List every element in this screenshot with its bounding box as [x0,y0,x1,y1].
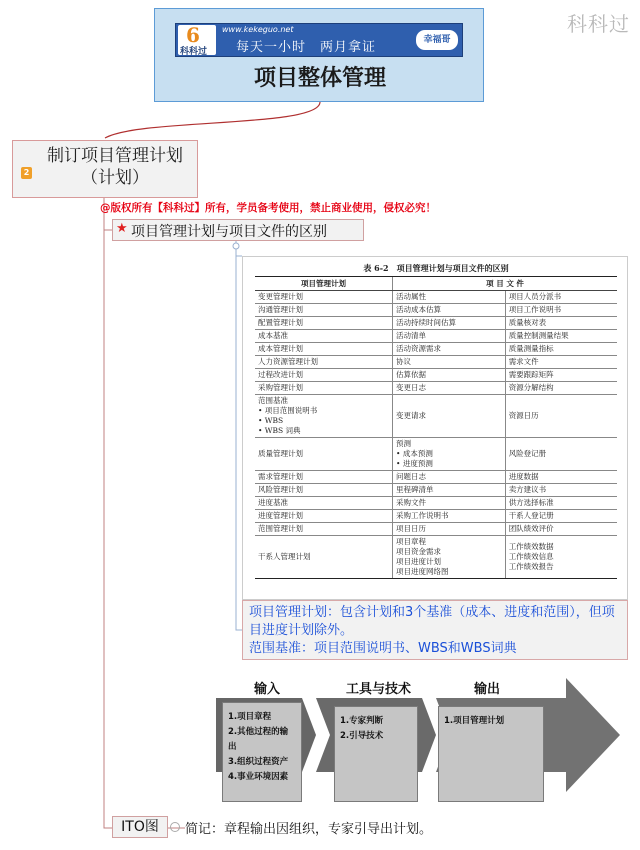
table-cell: 项目工作说明书 [505,304,617,317]
table-cell: 进度数据 [505,471,617,484]
table-row [255,536,617,579]
root-node[interactable] [154,8,484,102]
table-cell: 项目章程 项目资金需求 项目进度计划 项目进度网络图 [393,536,506,579]
table-row [255,369,617,382]
table-cell: 风险登记册 [505,438,617,471]
table-row [255,317,617,330]
banner-site: www.kekeguo.net [222,25,294,34]
table-cell: 协议 [393,356,506,369]
banner [175,23,463,57]
tools-box [334,706,418,802]
table-cell: 问题日志 [393,471,506,484]
table-row [255,395,617,438]
table-cell: 活动成本估算 [393,304,506,317]
node-label: 项目管理计划与项目文件的区别 [131,224,327,240]
table-cell: 范围基准 • 项目范围说明书 • WBS • WBS 词典 [255,395,393,438]
table-row [255,343,617,356]
table-cell: 项目人员分派书 [505,291,617,304]
table-cell: 变更管理计划 [255,291,393,304]
table-cell: 预测 • 成本预测 • 进度预测 [393,438,506,471]
table-cell: 干系人管理计划 [255,536,393,579]
node-title-line1: 制订项目管理计划 [47,146,183,166]
table-cell: 活动清单 [393,330,506,343]
description-line-2: 范围基准：项目范围说明书、WBS和WBS词典 [249,641,517,656]
table-cell: 活动持续时间估算 [393,317,506,330]
node-ito[interactable]: ITO图 [112,816,168,838]
table-body [255,291,617,579]
table-cell: 工作绩效数据 工作绩效信息 工作绩效报告 [505,536,617,579]
comparison-table [255,276,617,579]
table-cell: 沟通管理计划 [255,304,393,317]
table-row [255,510,617,523]
tool-item: 1.专家判断 [340,716,384,726]
header-plan: 项目管理计划 [255,277,393,291]
input-item: 1.项目章程 [228,712,272,722]
table-cell: 质量管理计划 [255,438,393,471]
input-title: 输入 [254,682,281,697]
table-cell: 需求文件 [505,356,617,369]
table-row [255,438,617,471]
memo-text: 简记：章程输出因组织，专家引导出计划。 [185,822,433,837]
table-cell: 过程改进计划 [255,369,393,382]
table-cell: 采购工作说明书 [393,510,506,523]
table-cell: 配置管理计划 [255,317,393,330]
table-cell: 项目日历 [393,523,506,536]
table-cell: 团队绩效评价 [505,523,617,536]
table-row [255,330,617,343]
ito-diagram [216,670,626,810]
input-item: 2.其他过程的输出 [228,727,289,752]
table-cell: 资源日历 [505,395,617,438]
tools-title: 工具与技术 [346,682,412,697]
priority-badge: 2 [21,167,32,179]
table-cell: 变更日志 [393,382,506,395]
table-cell: 变更请求 [393,395,506,438]
note-icon [170,822,180,832]
outputs-box [438,706,544,802]
table-cell: 成本管理计划 [255,343,393,356]
logo-name: 科科过 [180,47,208,57]
table-cell: 范围管理计划 [255,523,393,536]
table-cell: 活动资源需求 [393,343,506,356]
table-row [255,484,617,497]
table-row [255,356,617,369]
node-develop-plan[interactable] [12,140,198,198]
copyright-notice: @版权所有【科科过】所有，学员备考使用，禁止商业使用，侵权必究！ [100,202,436,214]
tool-item: 2.引导技术 [340,731,384,741]
node-title-line2: （计划） [81,168,149,188]
table-row [255,471,617,484]
table-row [255,523,617,536]
table-cell: 里程碑清单 [393,484,506,497]
table-cell: 活动属性 [393,291,506,304]
plan-description[interactable] [242,600,628,660]
table-cell: 需求管理计划 [255,471,393,484]
table-cell: 供方选择标准 [505,497,617,510]
banner-badge: 幸福哥 [416,30,458,50]
table-cell: 需要跟踪矩阵 [505,369,617,382]
table-cell: 估算依据 [393,369,506,382]
root-title: 项目整体管理 [253,66,386,91]
table-cell: 资源分解结构 [505,382,617,395]
banner-slogan: 每天一小时 两月拿证 [236,40,377,55]
table-cell: 风险管理计划 [255,484,393,497]
table-cell: 进度管理计划 [255,510,393,523]
node-plan-vs-docs[interactable] [112,219,364,241]
table-row [255,304,617,317]
input-item: 4.事业环境因素 [228,772,289,782]
table-cell: 卖方建议书 [505,484,617,497]
watermark: 科科过 [567,12,630,36]
table-row [255,497,617,510]
comparison-table-image [242,256,628,600]
table-cell: 质量测量指标 [505,343,617,356]
inputs-box [222,702,302,802]
output-title: 输出 [474,682,501,697]
input-item: 3.组织过程资产 [228,757,289,767]
table-cell: 采购文件 [393,497,506,510]
table-cell: 采购管理计划 [255,382,393,395]
table-cell: 质量核对表 [505,317,617,330]
table-cell: 成本基准 [255,330,393,343]
logo-six-icon: 6 [186,23,200,47]
table-cell: 干系人登记册 [505,510,617,523]
table-row [255,291,617,304]
table-row [255,382,617,395]
star-icon: ★ [116,221,128,236]
node-title [35,145,195,189]
table-cell: 质量控制测量结果 [505,330,617,343]
logo [178,25,216,55]
table-cell: 进度基准 [255,497,393,510]
output-item: 1.项目管理计划 [444,716,505,726]
header-docs: 项 目 文 件 [393,277,617,291]
table-cell: 人力资源管理计划 [255,356,393,369]
table-caption: 表 6-2 项目管理计划与项目文件的区别 [363,263,509,273]
description-line-1: 项目管理计划：包含计划和3个基准（成本、进度和范围），但项目进度计划除外。 [249,605,615,638]
